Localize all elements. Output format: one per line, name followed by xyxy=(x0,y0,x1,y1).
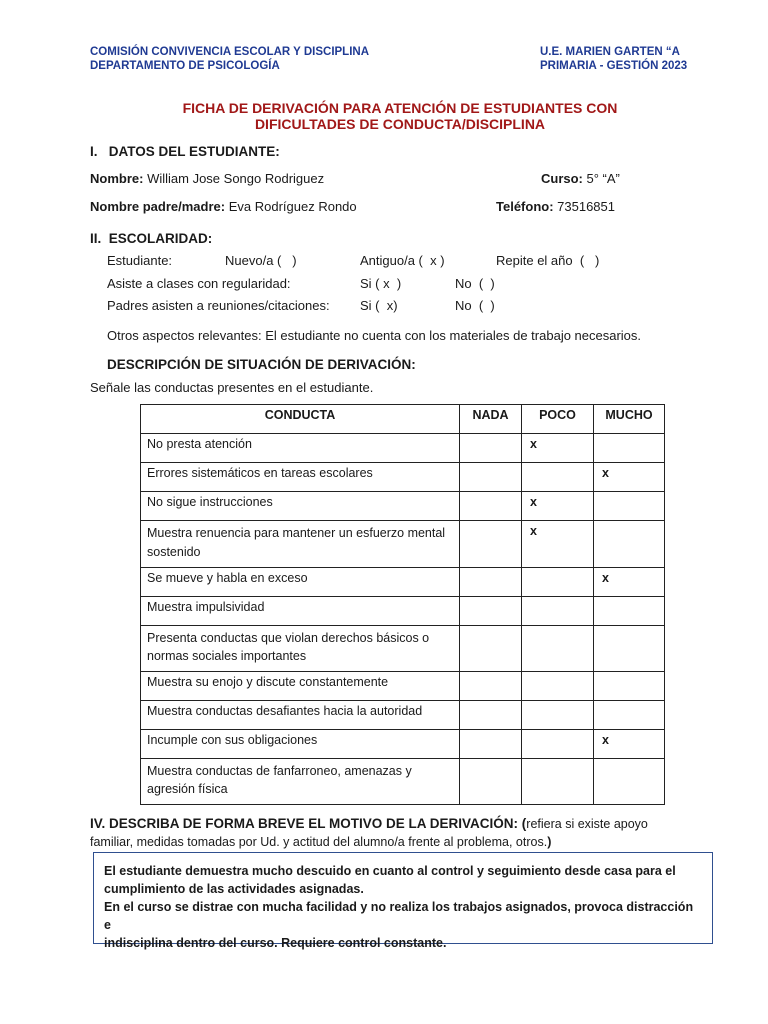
repite-option: Repite el año ( ) xyxy=(496,253,600,268)
motivo-line-1: El estudiante demuestra mucho descuido en cuanto al control y seguimiento desde casa para el xyxy=(104,864,676,878)
header-school: U.E. MARIEN GARTEN “A xyxy=(540,46,680,58)
mucho-cell: x xyxy=(594,463,665,492)
nada-cell xyxy=(460,492,522,521)
conducta-cell: Muestra conductas desafiantes hacia la autoridad xyxy=(141,701,460,730)
curso-row xyxy=(541,171,620,186)
nada-cell xyxy=(460,463,522,492)
conducta-cell: Muestra renuencia para mantener un esfuerzo mental sostenido xyxy=(141,521,460,568)
asiste-si: Si ( x ) xyxy=(360,276,402,291)
curso-label: Curso: xyxy=(541,171,583,186)
nada-cell xyxy=(460,597,522,626)
header-conducta: CONDUCTA xyxy=(141,405,460,434)
table-row xyxy=(141,434,665,463)
conduct-table xyxy=(140,404,665,805)
motivo-heading-detail-2: medidas tomadas por Ud. y actitud del alumno/a frente al problema, otros. xyxy=(136,835,548,849)
conducta-cell: Muestra impulsividad xyxy=(141,597,460,626)
table-header-row xyxy=(141,405,665,434)
padres-no: No ( ) xyxy=(455,298,495,313)
mucho-cell xyxy=(594,626,665,672)
table-row xyxy=(141,730,665,759)
poco-cell xyxy=(522,597,594,626)
table-row xyxy=(141,759,665,805)
document-title-line2: DIFICULTADES DE CONDUCTA/DISCIPLINA xyxy=(254,116,546,132)
nada-cell xyxy=(460,701,522,730)
telefono-value: 73516851 xyxy=(557,199,615,214)
telefono-label: Teléfono: xyxy=(496,199,554,214)
nombre-value: William Jose Songo Rodriguez xyxy=(147,171,325,186)
section-datos-heading: I. DATOS DEL ESTUDIANTE: xyxy=(90,144,280,159)
nombre-row xyxy=(90,171,324,186)
padres-label: Padres asisten a reuniones/citaciones: xyxy=(107,298,330,313)
conducta-cell: Muestra conductas de fanfarroneo, amenazas y agresión física xyxy=(141,759,460,805)
table-row xyxy=(141,463,665,492)
conducta-cell: Errores sistemáticos en tareas escolares xyxy=(141,463,460,492)
table-row xyxy=(141,597,665,626)
motivo-text-box xyxy=(93,852,713,950)
poco-cell: x xyxy=(522,434,594,463)
curso-value: 5° “A” xyxy=(586,171,620,186)
estudiante-label: Estudiante: xyxy=(107,253,173,268)
mucho-cell: x xyxy=(594,730,665,759)
asiste-no: No ( ) xyxy=(455,276,495,291)
nada-cell xyxy=(460,521,522,568)
poco-cell xyxy=(522,672,594,701)
header-level: PRIMARIA - GESTIÓN 2023 xyxy=(540,60,688,72)
header-nada: NADA xyxy=(460,405,522,434)
motivo-line-2: cumplimiento de las actividades asignadas. xyxy=(104,882,364,896)
conducta-cell: Se mueve y habla en exceso xyxy=(141,568,460,597)
mucho-cell xyxy=(594,521,665,568)
conducta-cell: No presta atención xyxy=(141,434,460,463)
nuevo-option: Nuevo/a ( ) xyxy=(225,253,297,268)
poco-cell: x xyxy=(522,492,594,521)
table-row xyxy=(141,701,665,730)
poco-cell xyxy=(522,626,594,672)
table-row xyxy=(141,521,665,568)
conducta-cell: Muestra su enojo y discute constantemente xyxy=(141,672,460,701)
mucho-cell: x xyxy=(594,568,665,597)
motivo-line-4: indisciplina dentro del curso. Requiere control constante. xyxy=(104,936,447,950)
antiguo-option: Antiguo/a ( x ) xyxy=(360,253,445,268)
poco-cell: x xyxy=(522,521,594,568)
poco-cell xyxy=(522,463,594,492)
instruction-text: Señale las conductas presentes en el estudiante. xyxy=(90,380,374,395)
section-motivo-heading xyxy=(90,815,690,851)
motivo-heading-close: ) xyxy=(547,835,552,849)
nada-cell xyxy=(460,672,522,701)
poco-cell xyxy=(522,701,594,730)
conducta-cell: Presenta conductas que violan derechos básicos o normas sociales importantes xyxy=(141,626,460,672)
document-title-line1: FICHA DE DERIVACIÓN PARA ATENCIÓN DE ESTUDIANTES CON xyxy=(182,100,618,116)
table-row xyxy=(141,568,665,597)
section-descripcion-heading: DESCRIPCIÓN DE SITUACIÓN DE DERIVACIÓN: xyxy=(107,357,416,372)
padre-label: Nombre padre/madre: xyxy=(90,199,226,214)
table-row xyxy=(141,492,665,521)
padre-value: Eva Rodríguez Rondo xyxy=(228,199,357,214)
padres-si: Si ( x) xyxy=(360,298,398,313)
poco-cell xyxy=(522,759,594,805)
mucho-cell xyxy=(594,672,665,701)
mucho-cell xyxy=(594,701,665,730)
header-commission: COMISIÓN CONVIVENCIA ESCOLAR Y DISCIPLINA xyxy=(90,46,370,58)
asiste-label: Asiste a clases con regularidad: xyxy=(107,276,291,291)
conducta-cell: Incumple con sus obligaciones xyxy=(141,730,460,759)
padre-row xyxy=(90,199,357,214)
telefono-row xyxy=(496,199,615,214)
nombre-label: Nombre: xyxy=(90,171,144,186)
motivo-heading-detail-1: refiera si existe apoyo familiar, xyxy=(90,817,648,849)
otros-aspectos: Otros aspectos relevantes: El estudiante no cuenta con los materiales de trabajo necesarios. xyxy=(107,328,642,343)
motivo-heading-bold: IV. DESCRIBA DE FORMA BREVE EL MOTIVO DE LA DERIVACIÓN: ( xyxy=(90,816,527,831)
section-escolaridad-heading: II. ESCOLARIDAD: xyxy=(90,231,213,246)
nada-cell xyxy=(460,759,522,805)
nada-cell xyxy=(460,626,522,672)
header-mucho: MUCHO xyxy=(594,405,665,434)
table-row xyxy=(141,626,665,672)
mucho-cell xyxy=(594,492,665,521)
header-department: DEPARTAMENTO DE PSICOLOGÍA xyxy=(90,60,280,72)
nada-cell xyxy=(460,568,522,597)
mucho-cell xyxy=(594,759,665,805)
poco-cell xyxy=(522,568,594,597)
table-row xyxy=(141,672,665,701)
header-poco: POCO xyxy=(522,405,594,434)
mucho-cell xyxy=(594,597,665,626)
motivo-line-3: En el curso se distrae con mucha facilidad y no realiza los trabajos asignados, provoca distracción e xyxy=(104,900,694,932)
mucho-cell xyxy=(594,434,665,463)
poco-cell xyxy=(522,730,594,759)
conducta-cell: No sigue instrucciones xyxy=(141,492,460,521)
nada-cell xyxy=(460,730,522,759)
nada-cell xyxy=(460,434,522,463)
